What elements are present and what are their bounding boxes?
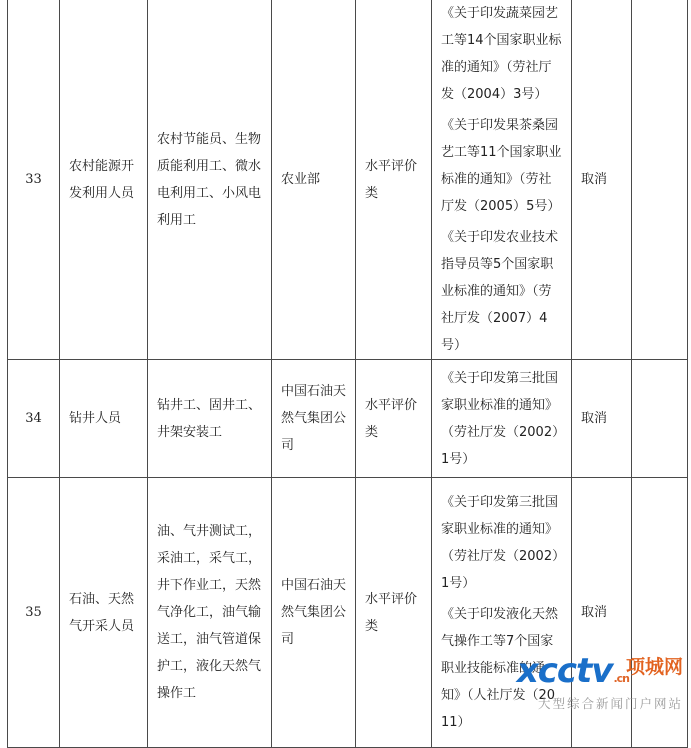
table-row — [8, 0, 688, 360]
occupation-table — [7, 0, 688, 748]
department: 中国石油天然气集团公司 — [272, 478, 356, 748]
occupation-name: 农村能源开发利用人员 — [60, 0, 148, 360]
adjustment-action: 取消 — [572, 360, 632, 478]
department: 农业部 — [272, 0, 356, 360]
job-titles: 钻井工、固井工、井架安装工 — [148, 360, 272, 478]
row-number: 34 — [8, 360, 60, 478]
policy-document: 《关于印发第三批国家职业标准的通知》（劳社厅发（2002）1号） — [441, 495, 559, 591]
policy-document: 《关于印发蔬菜园艺工等14个国家职业标准的通知》（劳社厅发（2004）3号） — [441, 6, 562, 102]
policy-document: 《关于印发果茶桑园艺工等11个国家职业标准的通知》（劳社厅发（2005）5号） — [441, 118, 562, 214]
row-number: 35 — [8, 478, 60, 748]
department: 中国石油天然气集团公司 — [272, 360, 356, 478]
site-watermark — [483, 651, 683, 713]
watermark-brand: 项城网 — [625, 656, 683, 678]
job-titles: 农村节能员、生物质能利用工、微水电利用工、小风电利用工 — [148, 0, 272, 360]
policy-documents — [432, 360, 572, 478]
row-number: 33 — [8, 0, 60, 360]
watermark-tagline: 大型综合新闻门户网站 — [537, 696, 683, 711]
table-row — [8, 360, 688, 478]
watermark-logo-text: xcctv — [516, 651, 613, 691]
policy-document: 《关于印发第三批国家职业标准的通知》（劳社厅发（2002）1号） — [441, 370, 559, 467]
watermark-logo — [517, 651, 629, 699]
evaluation-type: 水平评价类 — [356, 360, 432, 478]
evaluation-type: 水平评价类 — [356, 478, 432, 748]
empty-cell — [632, 360, 688, 478]
job-titles: 油、气井测试工，采油工，采气工，井下作业工，天然气净化工，油气输送工，油气管道保护工，液化天然气操作工 — [148, 478, 272, 748]
adjustment-action: 取消 — [572, 478, 632, 748]
evaluation-type: 水平评价类 — [356, 0, 432, 360]
adjustment-action: 取消 — [572, 0, 632, 360]
watermark-logo-suffix: .cn — [613, 672, 629, 685]
empty-cell — [632, 0, 688, 360]
policy-documents — [432, 0, 572, 360]
policy-document: 《关于印发液化天然气操作工等7个国家职业技能标准的通知》（人社厅发（2011） — [441, 607, 559, 730]
occupation-name: 钻井人员 — [60, 360, 148, 478]
occupation-name: 石油、天然气开采人员 — [60, 478, 148, 748]
policy-document: 《关于印发农业技术指导员等5个国家职业标准的通知》（劳社厅发（2007）4号） — [441, 230, 559, 353]
